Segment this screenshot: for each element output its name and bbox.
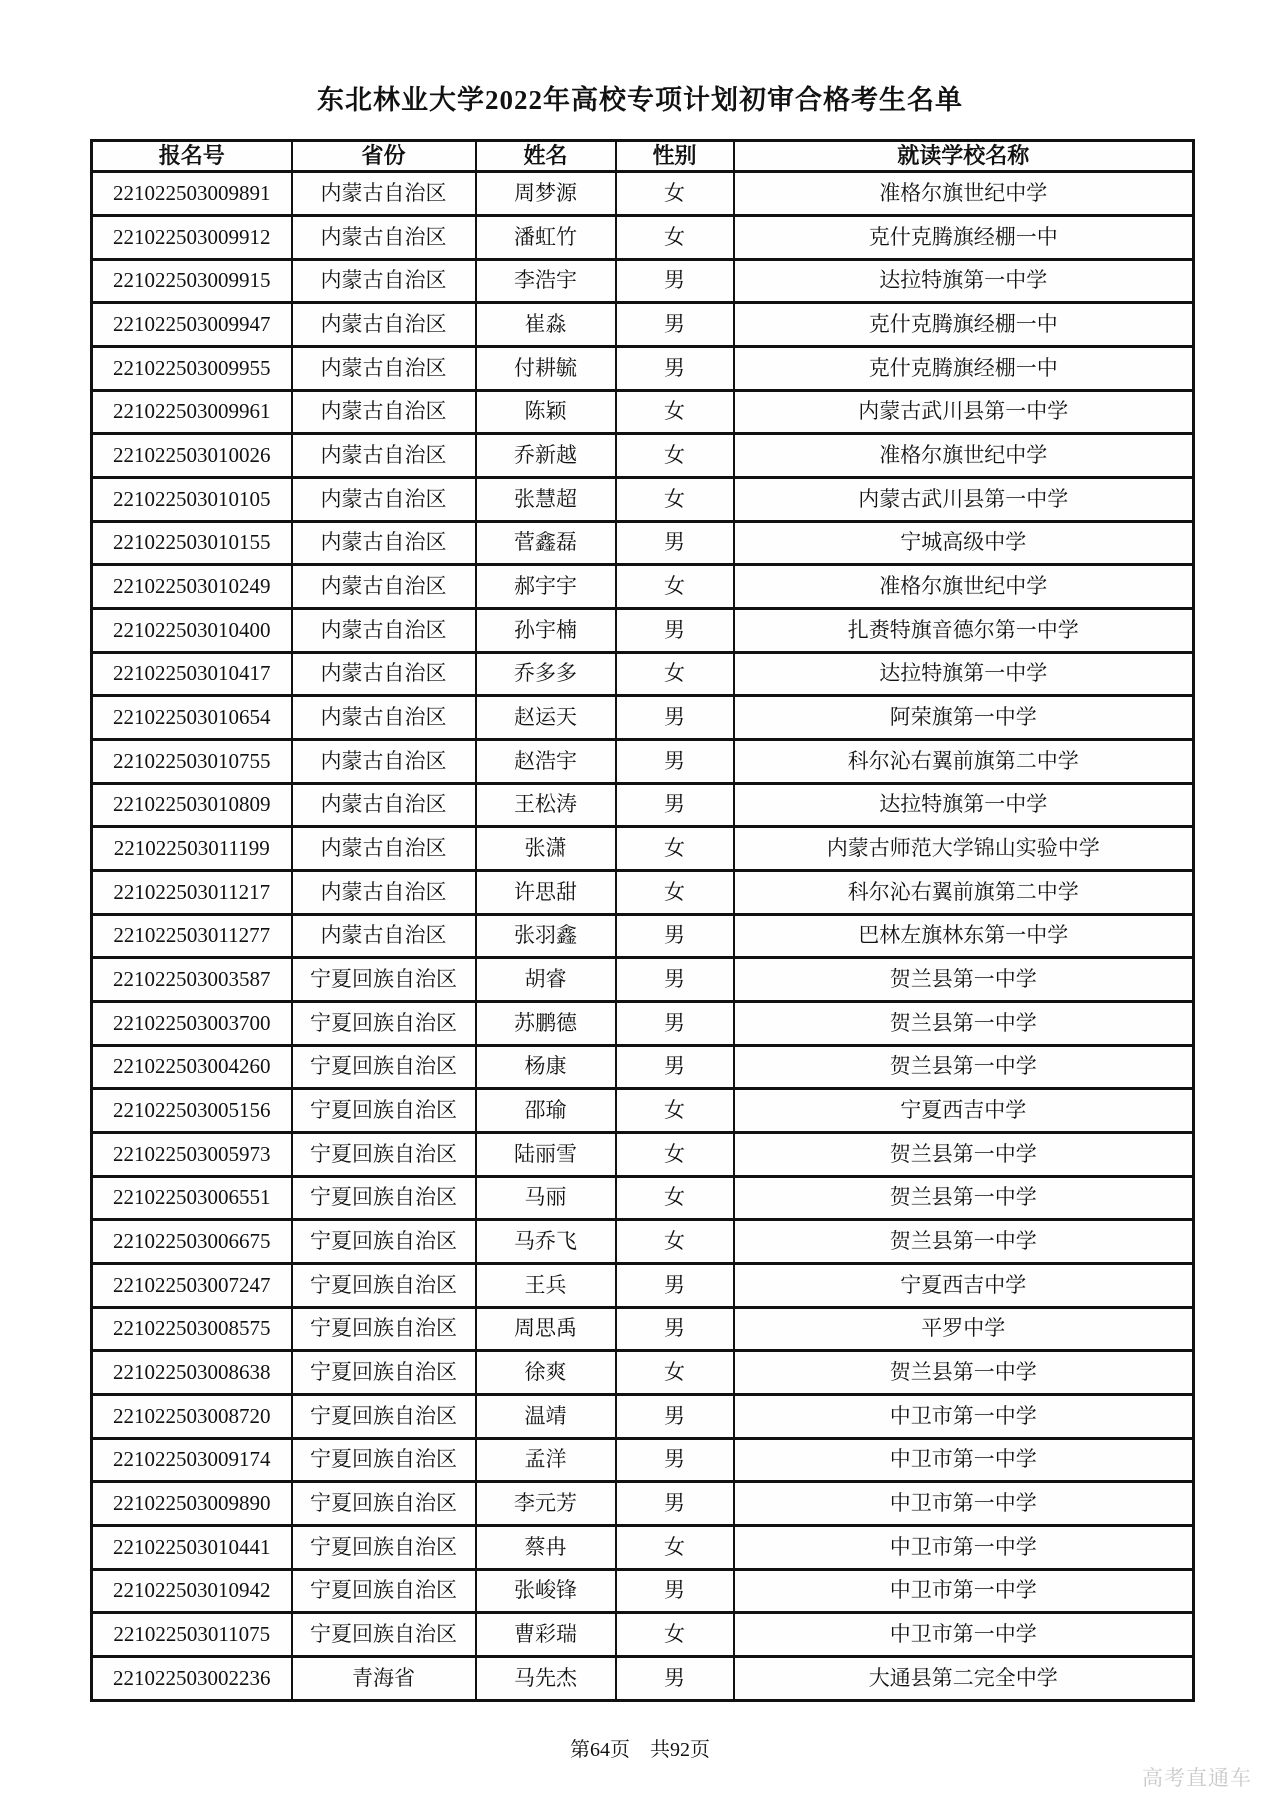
cell-registration-number: 221022503008575 bbox=[92, 1307, 292, 1351]
cell-province: 宁夏回族自治区 bbox=[292, 1351, 476, 1395]
cell-school: 内蒙古武川县第一中学 bbox=[734, 477, 1194, 521]
watermark-text: 高考直通车 bbox=[1142, 1766, 1252, 1790]
cell-registration-number: 221022503009912 bbox=[92, 215, 292, 259]
table-row bbox=[92, 346, 1194, 390]
cell-school: 中卫市第一中学 bbox=[734, 1526, 1194, 1570]
cell-school: 宁城高级中学 bbox=[734, 521, 1194, 565]
column-header-registration-number: 报名号 bbox=[92, 141, 292, 172]
cell-province: 内蒙古自治区 bbox=[292, 827, 476, 871]
cell-gender: 男 bbox=[616, 1263, 734, 1307]
table-row bbox=[92, 652, 1194, 696]
table-row bbox=[92, 608, 1194, 652]
cell-name: 赵运天 bbox=[476, 696, 616, 740]
cell-province: 宁夏回族自治区 bbox=[292, 1263, 476, 1307]
cell-province: 内蒙古自治区 bbox=[292, 434, 476, 478]
cell-name: 李元芳 bbox=[476, 1482, 616, 1526]
table-row bbox=[92, 172, 1194, 216]
table-row bbox=[92, 1220, 1194, 1264]
cell-province: 宁夏回族自治区 bbox=[292, 1045, 476, 1089]
cell-name: 陆丽雪 bbox=[476, 1132, 616, 1176]
cell-registration-number: 221022503010105 bbox=[92, 477, 292, 521]
cell-gender: 男 bbox=[616, 783, 734, 827]
candidate-table bbox=[90, 139, 1195, 1702]
table-row bbox=[92, 870, 1194, 914]
cell-province: 内蒙古自治区 bbox=[292, 870, 476, 914]
cell-province: 内蒙古自治区 bbox=[292, 390, 476, 434]
cell-province: 宁夏回族自治区 bbox=[292, 1089, 476, 1133]
cell-school: 科尔沁右翼前旗第二中学 bbox=[734, 870, 1194, 914]
cell-gender: 女 bbox=[616, 870, 734, 914]
cell-registration-number: 221022503011199 bbox=[92, 827, 292, 871]
cell-province: 宁夏回族自治区 bbox=[292, 1613, 476, 1657]
table-row bbox=[92, 215, 1194, 259]
cell-name: 温靖 bbox=[476, 1395, 616, 1439]
table-row bbox=[92, 1613, 1194, 1657]
cell-registration-number: 221022503010654 bbox=[92, 696, 292, 740]
cell-name: 孟洋 bbox=[476, 1438, 616, 1482]
cell-school: 达拉特旗第一中学 bbox=[734, 783, 1194, 827]
cell-school: 中卫市第一中学 bbox=[734, 1438, 1194, 1482]
cell-gender: 男 bbox=[616, 1482, 734, 1526]
cell-province: 宁夏回族自治区 bbox=[292, 1176, 476, 1220]
cell-school: 贺兰县第一中学 bbox=[734, 1001, 1194, 1045]
cell-province: 宁夏回族自治区 bbox=[292, 1569, 476, 1613]
cell-registration-number: 221022503011217 bbox=[92, 870, 292, 914]
cell-registration-number: 221022503009915 bbox=[92, 259, 292, 303]
cell-province: 宁夏回族自治区 bbox=[292, 1132, 476, 1176]
cell-school: 克什克腾旗经棚一中 bbox=[734, 215, 1194, 259]
cell-registration-number: 221022503009891 bbox=[92, 172, 292, 216]
table-row bbox=[92, 914, 1194, 958]
cell-school: 扎赉特旗音德尔第一中学 bbox=[734, 608, 1194, 652]
table-row bbox=[92, 1569, 1194, 1613]
table-row bbox=[92, 1395, 1194, 1439]
cell-gender: 女 bbox=[616, 477, 734, 521]
cell-gender: 女 bbox=[616, 827, 734, 871]
cell-school: 中卫市第一中学 bbox=[734, 1613, 1194, 1657]
cell-school: 宁夏西吉中学 bbox=[734, 1263, 1194, 1307]
cell-gender: 男 bbox=[616, 958, 734, 1002]
cell-name: 杨康 bbox=[476, 1045, 616, 1089]
cell-gender: 男 bbox=[616, 259, 734, 303]
table-row bbox=[92, 696, 1194, 740]
cell-registration-number: 221022503009890 bbox=[92, 1482, 292, 1526]
cell-name: 蔡冉 bbox=[476, 1526, 616, 1570]
cell-school: 克什克腾旗经棚一中 bbox=[734, 303, 1194, 347]
cell-name: 付耕毓 bbox=[476, 346, 616, 390]
table-body bbox=[92, 172, 1194, 1701]
table-row bbox=[92, 783, 1194, 827]
table-row bbox=[92, 434, 1194, 478]
cell-name: 曹彩瑞 bbox=[476, 1613, 616, 1657]
table-row bbox=[92, 1045, 1194, 1089]
cell-name: 李浩宇 bbox=[476, 259, 616, 303]
cell-gender: 女 bbox=[616, 1132, 734, 1176]
table-row bbox=[92, 1657, 1194, 1701]
table-row bbox=[92, 477, 1194, 521]
cell-registration-number: 221022503010441 bbox=[92, 1526, 292, 1570]
cell-gender: 男 bbox=[616, 608, 734, 652]
cell-registration-number: 221022503010809 bbox=[92, 783, 292, 827]
cell-name: 邵瑜 bbox=[476, 1089, 616, 1133]
table-row bbox=[92, 1351, 1194, 1395]
cell-name: 许思甜 bbox=[476, 870, 616, 914]
page-number-indicator: 第64页 共92页 bbox=[570, 1739, 710, 1761]
cell-province: 宁夏回族自治区 bbox=[292, 1438, 476, 1482]
cell-gender: 男 bbox=[616, 521, 734, 565]
cell-registration-number: 221022503011277 bbox=[92, 914, 292, 958]
cell-school: 准格尔旗世纪中学 bbox=[734, 565, 1194, 609]
cell-gender: 女 bbox=[616, 1351, 734, 1395]
cell-registration-number: 221022503008720 bbox=[92, 1395, 292, 1439]
table-row bbox=[92, 1307, 1194, 1351]
cell-registration-number: 221022503006675 bbox=[92, 1220, 292, 1264]
cell-name: 郝宇宇 bbox=[476, 565, 616, 609]
table-row bbox=[92, 521, 1194, 565]
table-row bbox=[92, 739, 1194, 783]
cell-gender: 女 bbox=[616, 390, 734, 434]
cell-name: 乔多多 bbox=[476, 652, 616, 696]
cell-school: 内蒙古师范大学锦山实验中学 bbox=[734, 827, 1194, 871]
cell-school: 贺兰县第一中学 bbox=[734, 1176, 1194, 1220]
cell-province: 内蒙古自治区 bbox=[292, 215, 476, 259]
cell-name: 胡睿 bbox=[476, 958, 616, 1002]
cell-registration-number: 221022503003587 bbox=[92, 958, 292, 1002]
cell-name: 张潇 bbox=[476, 827, 616, 871]
page-title: 东北林业大学2022年高校专项计划初审合格考生名单 bbox=[317, 85, 963, 115]
table-row bbox=[92, 1482, 1194, 1526]
cell-registration-number: 221022503010942 bbox=[92, 1569, 292, 1613]
cell-province: 内蒙古自治区 bbox=[292, 172, 476, 216]
table-row bbox=[92, 1132, 1194, 1176]
cell-gender: 男 bbox=[616, 1438, 734, 1482]
cell-school: 贺兰县第一中学 bbox=[734, 1351, 1194, 1395]
cell-school: 贺兰县第一中学 bbox=[734, 1045, 1194, 1089]
cell-gender: 男 bbox=[616, 1569, 734, 1613]
cell-province: 内蒙古自治区 bbox=[292, 914, 476, 958]
cell-registration-number: 221022503010417 bbox=[92, 652, 292, 696]
cell-gender: 男 bbox=[616, 1001, 734, 1045]
cell-gender: 男 bbox=[616, 739, 734, 783]
cell-name: 乔新越 bbox=[476, 434, 616, 478]
cell-gender: 男 bbox=[616, 303, 734, 347]
cell-name: 马丽 bbox=[476, 1176, 616, 1220]
cell-province: 宁夏回族自治区 bbox=[292, 1526, 476, 1570]
cell-school: 巴林左旗林东第一中学 bbox=[734, 914, 1194, 958]
cell-registration-number: 221022503003700 bbox=[92, 1001, 292, 1045]
table-row bbox=[92, 1438, 1194, 1482]
table-row bbox=[92, 259, 1194, 303]
cell-province: 内蒙古自治区 bbox=[292, 477, 476, 521]
cell-province: 宁夏回族自治区 bbox=[292, 1220, 476, 1264]
cell-gender: 女 bbox=[616, 1220, 734, 1264]
cell-province: 内蒙古自治区 bbox=[292, 608, 476, 652]
table-row bbox=[92, 565, 1194, 609]
cell-province: 宁夏回族自治区 bbox=[292, 1307, 476, 1351]
cell-school: 达拉特旗第一中学 bbox=[734, 259, 1194, 303]
cell-gender: 女 bbox=[616, 1089, 734, 1133]
cell-name: 菅鑫磊 bbox=[476, 521, 616, 565]
cell-gender: 男 bbox=[616, 1307, 734, 1351]
cell-school: 准格尔旗世纪中学 bbox=[734, 434, 1194, 478]
cell-school: 内蒙古武川县第一中学 bbox=[734, 390, 1194, 434]
cell-province: 内蒙古自治区 bbox=[292, 652, 476, 696]
cell-school: 贺兰县第一中学 bbox=[734, 958, 1194, 1002]
cell-name: 周梦源 bbox=[476, 172, 616, 216]
cell-gender: 女 bbox=[616, 1176, 734, 1220]
cell-registration-number: 221022503010026 bbox=[92, 434, 292, 478]
cell-name: 王兵 bbox=[476, 1263, 616, 1307]
cell-registration-number: 221022503004260 bbox=[92, 1045, 292, 1089]
cell-registration-number: 221022503002236 bbox=[92, 1657, 292, 1701]
cell-gender: 女 bbox=[616, 565, 734, 609]
cell-province: 宁夏回族自治区 bbox=[292, 1395, 476, 1439]
cell-registration-number: 221022503007247 bbox=[92, 1263, 292, 1307]
cell-name: 徐爽 bbox=[476, 1351, 616, 1395]
cell-province: 内蒙古自治区 bbox=[292, 565, 476, 609]
cell-name: 崔淼 bbox=[476, 303, 616, 347]
cell-school: 大通县第二完全中学 bbox=[734, 1657, 1194, 1701]
cell-province: 青海省 bbox=[292, 1657, 476, 1701]
cell-gender: 女 bbox=[616, 652, 734, 696]
cell-gender: 男 bbox=[616, 914, 734, 958]
cell-gender: 女 bbox=[616, 1613, 734, 1657]
table-row bbox=[92, 1001, 1194, 1045]
cell-province: 内蒙古自治区 bbox=[292, 346, 476, 390]
cell-school: 阿荣旗第一中学 bbox=[734, 696, 1194, 740]
cell-gender: 女 bbox=[616, 215, 734, 259]
cell-gender: 女 bbox=[616, 1526, 734, 1570]
cell-name: 陈颖 bbox=[476, 390, 616, 434]
cell-gender: 女 bbox=[616, 172, 734, 216]
cell-province: 宁夏回族自治区 bbox=[292, 958, 476, 1002]
table-header-row bbox=[92, 141, 1194, 172]
cell-province: 内蒙古自治区 bbox=[292, 696, 476, 740]
table-row bbox=[92, 303, 1194, 347]
cell-school: 达拉特旗第一中学 bbox=[734, 652, 1194, 696]
cell-province: 内蒙古自治区 bbox=[292, 303, 476, 347]
cell-province: 内蒙古自治区 bbox=[292, 259, 476, 303]
cell-name: 赵浩宇 bbox=[476, 739, 616, 783]
cell-name: 张慧超 bbox=[476, 477, 616, 521]
cell-province: 宁夏回族自治区 bbox=[292, 1482, 476, 1526]
cell-school: 平罗中学 bbox=[734, 1307, 1194, 1351]
cell-registration-number: 221022503005156 bbox=[92, 1089, 292, 1133]
table-row bbox=[92, 827, 1194, 871]
cell-gender: 男 bbox=[616, 1657, 734, 1701]
cell-school: 中卫市第一中学 bbox=[734, 1569, 1194, 1613]
table-row bbox=[92, 958, 1194, 1002]
table-row bbox=[92, 1263, 1194, 1307]
column-header-school: 就读学校名称 bbox=[734, 141, 1194, 172]
cell-registration-number: 221022503008638 bbox=[92, 1351, 292, 1395]
cell-province: 内蒙古自治区 bbox=[292, 739, 476, 783]
cell-registration-number: 221022503009955 bbox=[92, 346, 292, 390]
table-row bbox=[92, 1176, 1194, 1220]
cell-registration-number: 221022503010249 bbox=[92, 565, 292, 609]
cell-gender: 男 bbox=[616, 1395, 734, 1439]
cell-name: 张峻锋 bbox=[476, 1569, 616, 1613]
cell-gender: 男 bbox=[616, 1045, 734, 1089]
cell-school: 中卫市第一中学 bbox=[734, 1482, 1194, 1526]
cell-province: 内蒙古自治区 bbox=[292, 783, 476, 827]
cell-school: 准格尔旗世纪中学 bbox=[734, 172, 1194, 216]
cell-name: 孙宇楠 bbox=[476, 608, 616, 652]
cell-name: 张羽鑫 bbox=[476, 914, 616, 958]
cell-gender: 男 bbox=[616, 346, 734, 390]
table-row bbox=[92, 390, 1194, 434]
header-row bbox=[92, 141, 1194, 172]
table-row bbox=[92, 1526, 1194, 1570]
cell-name: 马乔飞 bbox=[476, 1220, 616, 1264]
cell-school: 克什克腾旗经棚一中 bbox=[734, 346, 1194, 390]
cell-name: 苏鹏德 bbox=[476, 1001, 616, 1045]
cell-province: 宁夏回族自治区 bbox=[292, 1001, 476, 1045]
cell-registration-number: 221022503009174 bbox=[92, 1438, 292, 1482]
cell-gender: 女 bbox=[616, 434, 734, 478]
cell-school: 宁夏西吉中学 bbox=[734, 1089, 1194, 1133]
cell-registration-number: 221022503005973 bbox=[92, 1132, 292, 1176]
cell-registration-number: 221022503010755 bbox=[92, 739, 292, 783]
cell-name: 马先杰 bbox=[476, 1657, 616, 1701]
cell-name: 潘虹竹 bbox=[476, 215, 616, 259]
cell-registration-number: 221022503010400 bbox=[92, 608, 292, 652]
cell-school: 贺兰县第一中学 bbox=[734, 1132, 1194, 1176]
table-row bbox=[92, 1089, 1194, 1133]
cell-gender: 男 bbox=[616, 696, 734, 740]
cell-school: 科尔沁右翼前旗第二中学 bbox=[734, 739, 1194, 783]
column-header-name: 姓名 bbox=[476, 141, 616, 172]
cell-name: 王松涛 bbox=[476, 783, 616, 827]
cell-name: 周思禹 bbox=[476, 1307, 616, 1351]
cell-school: 贺兰县第一中学 bbox=[734, 1220, 1194, 1264]
cell-registration-number: 221022503011075 bbox=[92, 1613, 292, 1657]
cell-registration-number: 221022503009961 bbox=[92, 390, 292, 434]
cell-registration-number: 221022503010155 bbox=[92, 521, 292, 565]
column-header-province: 省份 bbox=[292, 141, 476, 172]
cell-school: 中卫市第一中学 bbox=[734, 1395, 1194, 1439]
cell-registration-number: 221022503009947 bbox=[92, 303, 292, 347]
cell-province: 内蒙古自治区 bbox=[292, 521, 476, 565]
column-header-gender: 性别 bbox=[616, 141, 734, 172]
cell-registration-number: 221022503006551 bbox=[92, 1176, 292, 1220]
